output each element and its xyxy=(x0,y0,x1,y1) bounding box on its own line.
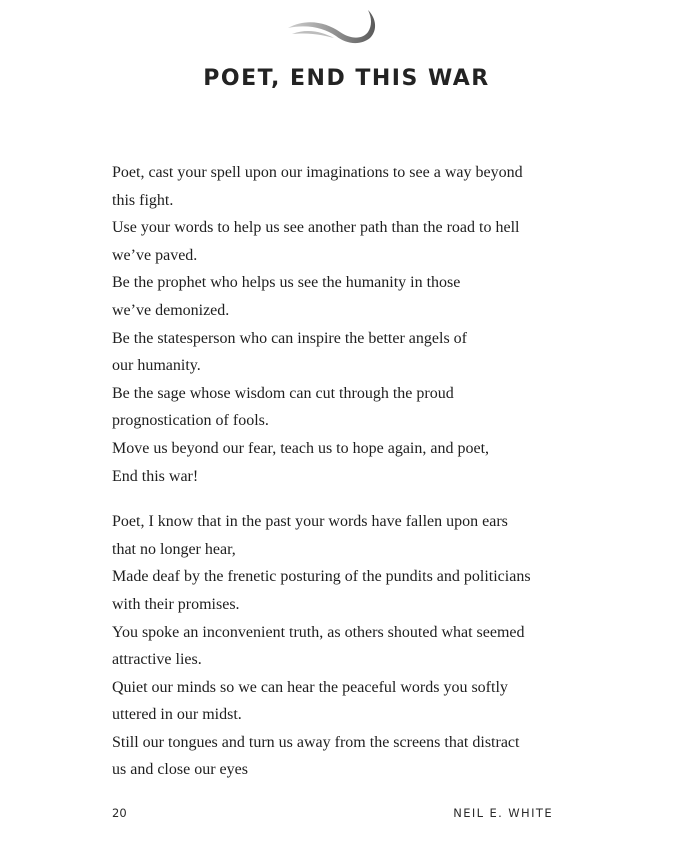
poem-line: Made deaf by the frenetic posturing of the pundits and politicians xyxy=(112,568,531,586)
poem-line: Be the prophet who helps us see the humanity in those xyxy=(112,274,461,292)
poem-line: prognostication of fools. xyxy=(112,412,269,430)
poem-line: uttered in our midst. xyxy=(112,706,242,724)
poem-line: Be the sage whose wisdom can cut through the proud xyxy=(112,384,454,402)
stanza-1 xyxy=(112,159,572,490)
poem-line: we’ve paved. xyxy=(112,246,198,264)
poem-line: Move us beyond our fear, teach us to hope again, and poet, xyxy=(112,439,490,457)
page-number: 20 xyxy=(112,806,127,820)
poem-line: us and close our eyes xyxy=(112,761,248,779)
poem-line: that no longer hear, xyxy=(112,540,236,558)
poem-line: our humanity. xyxy=(112,357,201,375)
poem-line: You spoke an inconvenient truth, as others shouted what seemed xyxy=(112,623,525,641)
poem-line: End this war! xyxy=(112,467,199,485)
poem-line: Be the statesperson who can inspire the better angels of xyxy=(112,329,467,347)
poem-line: this fight. xyxy=(112,191,174,209)
poem-line: Poet, cast your spell upon our imaginations to see a way beyond xyxy=(112,164,523,181)
poem-title: POET, END THIS WAR xyxy=(203,66,490,91)
poem-line: we’ve demonized. xyxy=(112,301,230,319)
swash-ornament-icon xyxy=(286,6,378,46)
poem-line: Use your words to help us see another path than the road to hell xyxy=(112,219,520,237)
poem-line: attractive lies. xyxy=(112,651,202,669)
poem-body xyxy=(112,159,572,802)
poem-line: Still our tongues and turn us away from the screens that distract xyxy=(112,733,520,751)
poem-line: Poet, I know that in the past your words have fallen upon ears xyxy=(112,513,508,531)
running-footer-author: NEIL E. WHITE xyxy=(453,806,553,820)
poem-line: Quiet our minds so we can hear the peaceful words you softly xyxy=(112,678,508,696)
stanza-2 xyxy=(112,508,572,784)
poem-line: with their promises. xyxy=(112,595,240,613)
